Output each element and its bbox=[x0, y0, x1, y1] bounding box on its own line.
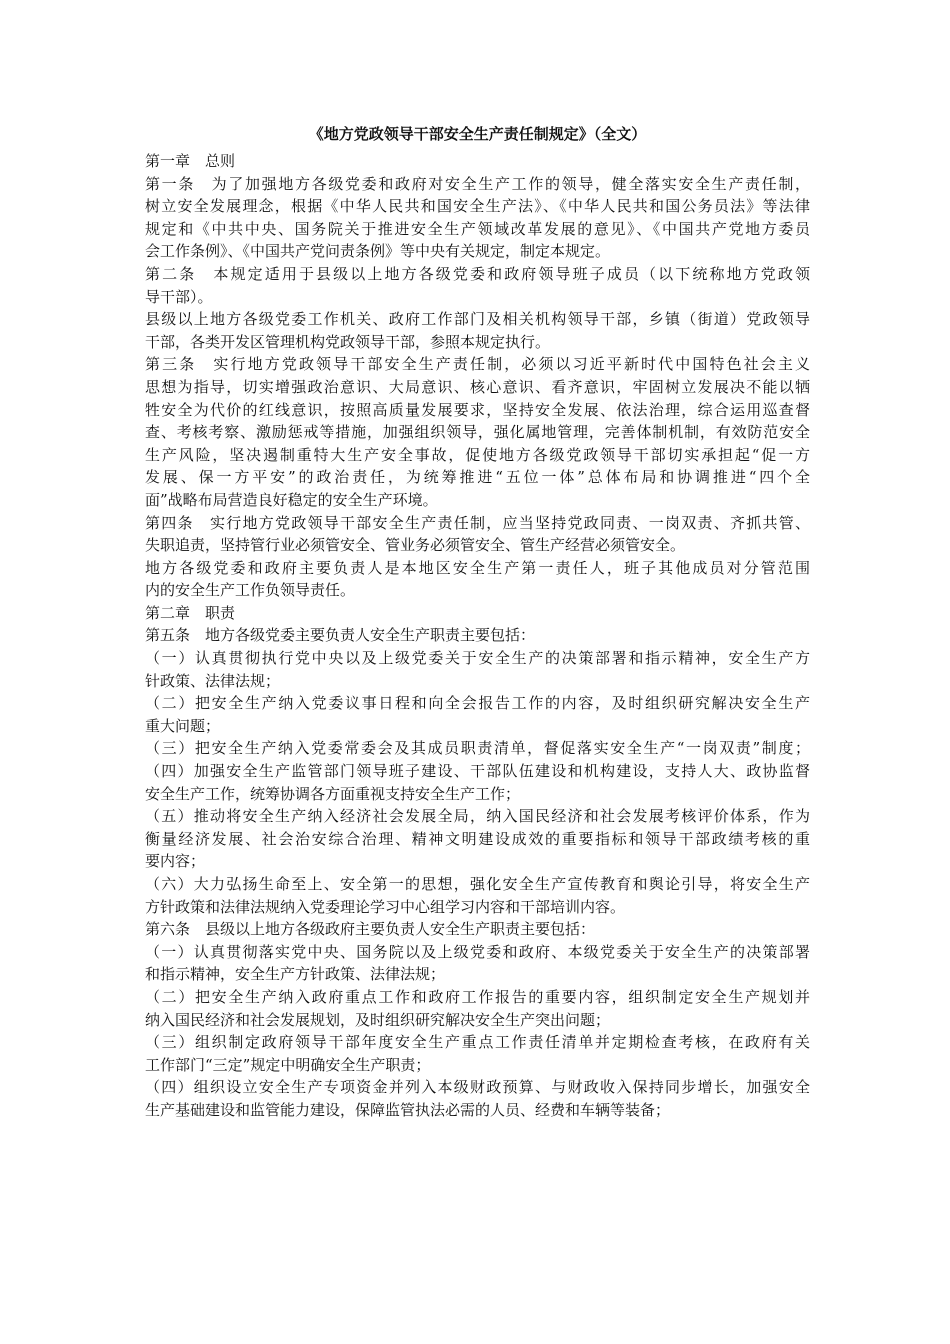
body-line: 思想为指导，切实增强政治意识、大局意识、核心意识、看齐意识，牢固树立发展决不能以牺 bbox=[145, 377, 810, 396]
body-line: 地方各级党委和政府主要负责人是本地区安全生产第一责任人，班子其他成员对分管范围 bbox=[145, 558, 810, 577]
body-line: （二）把安全生产纳入政府重点工作和政府工作报告的重要内容，组织制定安全生产规划并 bbox=[145, 987, 810, 1006]
document-body bbox=[145, 150, 810, 1122]
body-line: 针政策、法律法规； bbox=[145, 671, 281, 690]
body-line: 发展、保一方平安”的政治责任，为统筹推进“五位一体”总体布局和协调推进“四个全 bbox=[145, 468, 810, 487]
body-line: 重大问题； bbox=[145, 716, 221, 735]
body-line: 会工作条例》、《中国共产党问责条例》等中央有关规定，制定本规定。 bbox=[145, 242, 611, 261]
body-line: 牲安全为代价的红线意识，按照高质量发展要求，坚持安全发展、依法治理，综合运用巡查督 bbox=[145, 400, 810, 419]
body-line: （一）认真贯彻执行党中央以及上级党委关于安全生产的决策部署和指示精神，安全生产方 bbox=[145, 649, 810, 668]
body-line: 查、考核考察、激励惩戒等措施，加强组织领导，强化属地管理，完善体制机制，有效防范安全 bbox=[145, 423, 810, 442]
body-line: 第五条 地方各级党委主要负责人安全生产职责主要包括： bbox=[145, 626, 536, 645]
body-line: （二）把安全生产纳入党委议事日程和向全会报告工作的内容，及时组织研究解决安全生产 bbox=[145, 694, 810, 713]
body-line: 第一条 为了加强地方各级党委和政府对安全生产工作的领导，健全落实安全生产责任制， bbox=[145, 174, 810, 193]
body-line: 第二条 本规定适用于县级以上地方各级党委和政府领导班子成员（以下统称地方党政领 bbox=[145, 264, 810, 283]
document-page bbox=[145, 124, 810, 1122]
body-line: 第一章 总则 bbox=[145, 152, 236, 170]
body-line: 面”战略布局营造良好稳定的安全生产环境。 bbox=[145, 490, 438, 509]
body-line: 生产风险，坚决遏制重特大生产安全事故，促使地方各级党政领导干部切实承担起“促一方 bbox=[145, 445, 810, 464]
body-line: 工作部门“三定”规定中明确安全生产职责； bbox=[145, 1055, 431, 1074]
body-line: （五）推动将安全生产纳入经济社会发展全局，纳入国民经济和社会发展考核评价体系，作为 bbox=[145, 807, 810, 826]
body-line: 县级以上地方各级党委工作机关、政府工作部门及相关机构领导干部，乡镇（街道）党政领导 bbox=[145, 310, 810, 329]
body-line: 导干部）。 bbox=[145, 287, 213, 306]
body-line: （六）大力弘扬生命至上、安全第一的思想，强化安全生产宣传教育和舆论引导，将安全生产 bbox=[145, 875, 810, 893]
body-line: 树立安全发展理念，根据《中华人民共和国安全生产法》、《中华人民共和国公务员法》等法律 bbox=[145, 197, 810, 216]
document-title: 《地方党政领导干部安全生产责任制规定》（全文） bbox=[308, 125, 647, 143]
body-line: 方针政策和法律法规纳入党委理论学习中心组学习内容和干部培训内容。 bbox=[145, 897, 626, 916]
body-line: （一）认真贯彻落实党中央、国务院以及上级党委和政府、本级党委关于安全生产的决策部署 bbox=[145, 942, 810, 961]
body-line: 纳入国民经济和社会发展规划，及时组织研究解决安全生产突出问题； bbox=[145, 1010, 611, 1029]
body-line: 规定和《中共中央、国务院关于推进安全生产领域改革发展的意见》、《中国共产党地方委员 bbox=[145, 219, 810, 238]
body-line: （三）把安全生产纳入党委常委会及其成员职责清单，督促落实安全生产“一岗双责”制度； bbox=[145, 739, 810, 758]
body-line: 第二章 职责 bbox=[145, 603, 236, 622]
body-line: 衡量经济发展、社会治安综合治理、精神文明建设成效的重要指标和领导干部政绩考核的重 bbox=[145, 829, 810, 848]
body-line: （四）组织设立安全生产专项资金并列入本级财政预算、与财政收入保持同步增长，加强安全 bbox=[145, 1078, 810, 1097]
body-line: 第六条 县级以上地方各级政府主要负责人安全生产职责主要包括： bbox=[145, 920, 596, 939]
body-line: 安全生产工作，统筹协调各方面重视支持安全生产工作； bbox=[145, 784, 521, 803]
body-line: 第三条 实行地方党政领导干部安全生产责任制，必须以习近平新时代中国特色社会主义 bbox=[145, 355, 810, 374]
body-line: 第四条 实行地方党政领导干部安全生产责任制，应当坚持党政同责、一岗双责、齐抓共管、 bbox=[145, 513, 810, 532]
body-line: 和指示精神，安全生产方针政策、法律法规； bbox=[145, 965, 446, 984]
body-line: 生产基础建设和监管能力建设，保障监管执法必需的人员、经费和车辆等装备； bbox=[145, 1100, 671, 1119]
body-line: 失职追责，坚持管行业必须管安全、管业务必须管安全、管生产经营必须管安全。 bbox=[145, 536, 686, 555]
body-line: 内的安全生产工作负领导责任。 bbox=[145, 581, 356, 600]
body-line: （四）加强安全生产监管部门领导班子建设、干部队伍建设和机构建设，支持人大、政协监督 bbox=[145, 762, 810, 781]
body-line: （三）组织制定政府领导干部年度安全生产重点工作责任清单并定期检查考核，在政府有关 bbox=[145, 1033, 810, 1052]
body-line: 要内容； bbox=[145, 852, 206, 871]
body-line: 干部，各类开发区管理机构党政领导干部，参照本规定执行。 bbox=[145, 332, 551, 351]
